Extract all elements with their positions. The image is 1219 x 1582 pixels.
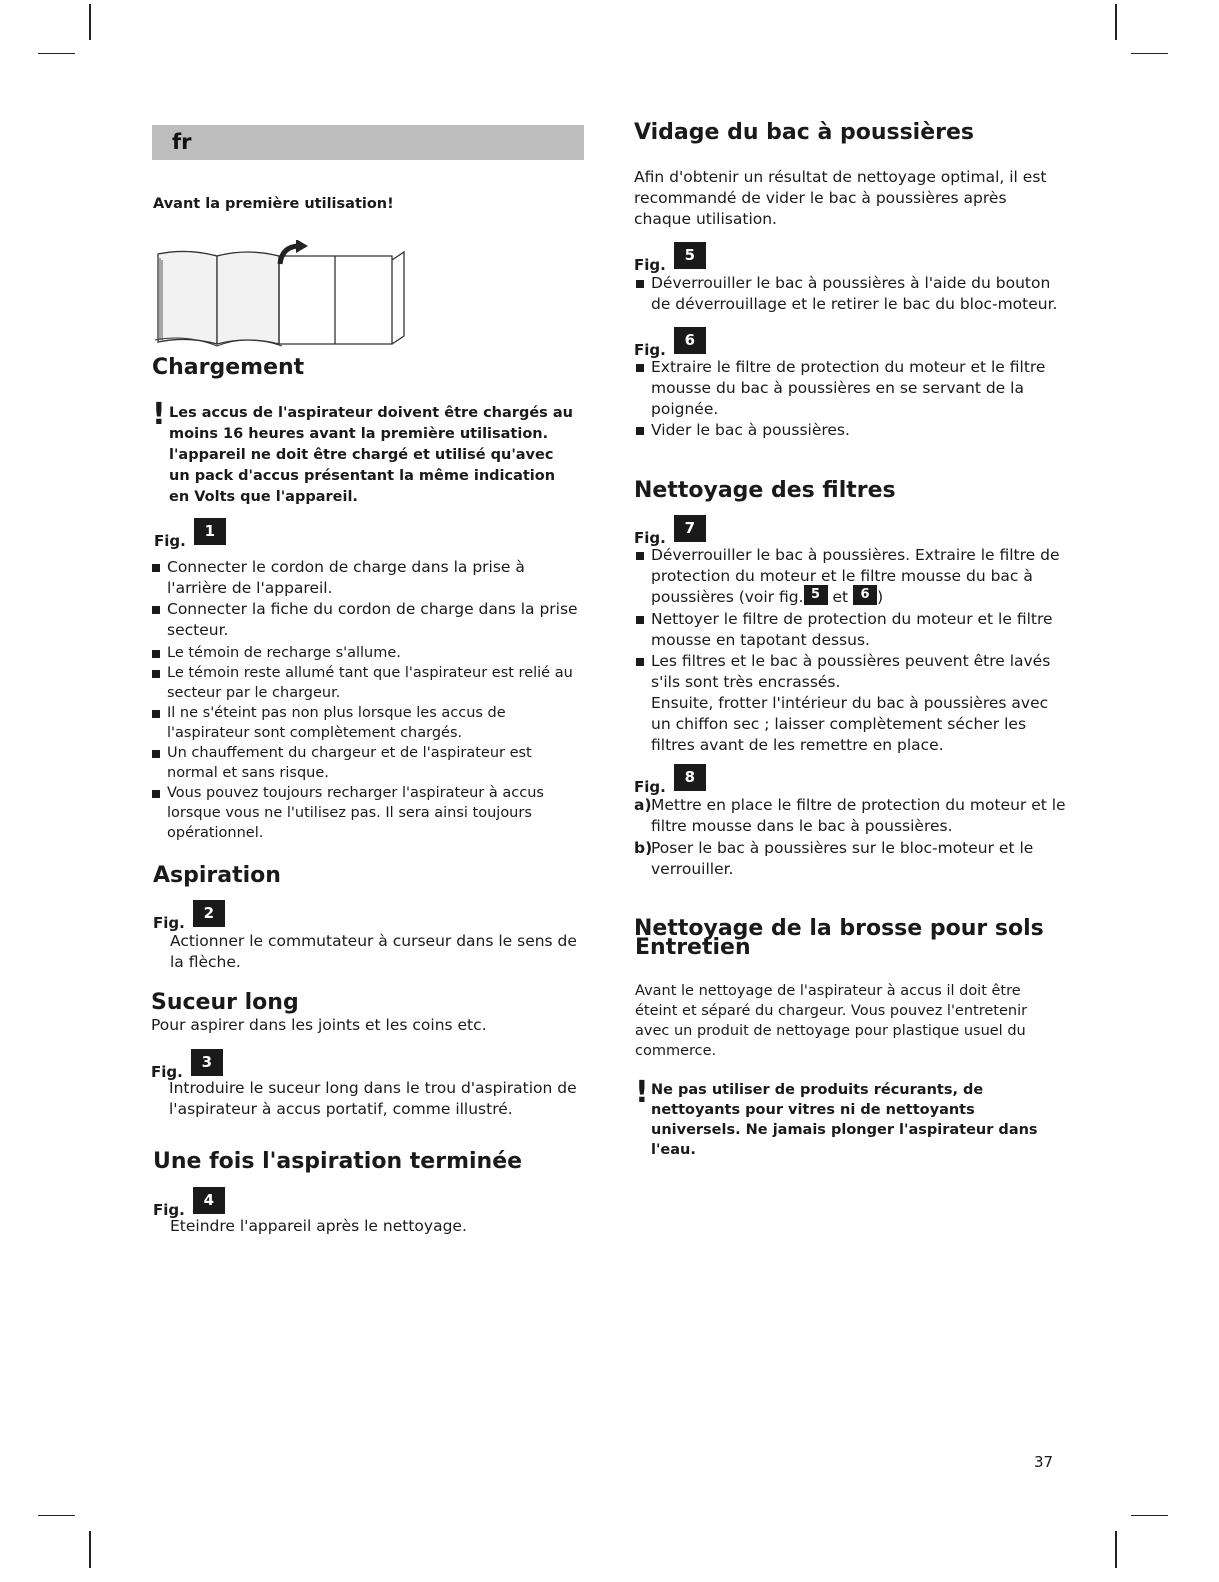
section-title-entretien: Entretien [635, 935, 751, 960]
fig-5-label: Fig.5 [634, 252, 706, 279]
fig-ref-badge: 5 [804, 585, 828, 605]
aspiration-text: Actionner le commutateur à curseur dans le sens de la flèche. [170, 932, 577, 971]
suceur-subtitle: Pour aspirer dans les joints et les coins etc. [151, 1016, 487, 1034]
charging-steps [152, 557, 584, 843]
warning-icon: ! [635, 1075, 649, 1110]
crop-mark [38, 53, 75, 54]
vidage-intro: Afin d'obtenir un résultat de nettoyage optimal, il est recommandé de vider le bac à poussières après chaque utilisation. [634, 168, 1047, 228]
fig-1-label: Fig.1 [154, 528, 226, 555]
fig-4-label: Fig.4 [153, 1197, 225, 1224]
fig-number-badge: 3 [191, 1049, 223, 1076]
fig6-steps [636, 357, 1046, 441]
fig-number-badge: 2 [193, 900, 225, 927]
crop-mark [1115, 1531, 1117, 1568]
crop-mark [1115, 4, 1117, 40]
fig-8-label: Fig.8 [634, 774, 706, 801]
crop-mark [1131, 53, 1168, 54]
list-item: Le témoin reste allumé tant que l'aspirateur est relié au secteur par le chargeur. [152, 663, 584, 703]
section-title-chargement: Chargement [152, 355, 305, 380]
section-title-vidage: Vidage du bac à poussières [634, 120, 975, 145]
fig-number-badge: 4 [193, 1187, 225, 1214]
booklet-illustration [152, 240, 408, 348]
fin-text: Eteindre l'appareil après le nettoyage. [170, 1217, 467, 1235]
list-item: Nettoyer le filtre de protection du moteur et le filtre mousse en tapotant dessus. [636, 609, 1062, 651]
fig8-steps [634, 795, 1074, 880]
language-header: fr [152, 125, 584, 160]
list-item: Déverrouiller le bac à poussières. Extraire le filtre de protection du moteur et le filtre mousse du bac à poussières (voir fig. 5 et 6 ) [636, 545, 1062, 609]
crop-mark [89, 1531, 91, 1568]
fig-6-label: Fig.6 [634, 337, 706, 364]
list-item: b) Poser le bac à poussières sur le bloc-moteur et le verrouiller. [634, 839, 1034, 878]
filter-steps [636, 545, 1062, 756]
entretien-warning: Ne pas utiliser de produits récurants, de nettoyants pour vitres ni de nettoyants universels. Ne jamais plonger l'aspirateur dans l'eau. [651, 1082, 1038, 1158]
suceur-text: Introduire le suceur long dans le trou d'aspiration de l'aspirateur à accus portatif, comme illustré. [169, 1079, 577, 1118]
fig-2-label: Fig.2 [153, 910, 225, 937]
fig-number-badge: 5 [674, 242, 706, 269]
list-item: Le témoin de recharge s'allume. [152, 643, 584, 663]
list-item: Il ne s'éteint pas non plus lorsque les accus de l'aspirateur sont complètement chargés. [152, 703, 584, 743]
fig-number-badge: 7 [674, 515, 706, 542]
charging-warning: Les accus de l'aspirateur doivent être chargés au moins 16 heures avant la première utilisation. l'appareil ne doit être chargé et utilisé qu'avec un pack d'accus présentant la même indication en Volts que l'appareil. [169, 405, 573, 505]
list-item: Connecter le cordon de charge dans la prise à l'arrière de l'appareil. [152, 557, 584, 599]
intro-note: Avant la première utilisation! [153, 196, 394, 212]
list-item: a) Mettre en place le filtre de protection du moteur et le filtre mousse dans le bac à poussières. [634, 796, 1066, 835]
section-title-suceur-long: Suceur long [151, 990, 299, 1015]
list-item: Vous pouvez toujours recharger l'aspirateur à accus lorsque vous ne l'utilisez pas. Il sera ainsi toujours opérationnel. [152, 783, 584, 843]
fig-number-badge: 1 [194, 518, 226, 545]
crop-mark [1131, 1515, 1168, 1516]
section-title-brosse: Nettoyage de la brosse pour sols [634, 916, 1044, 941]
fig-number-badge: 6 [674, 327, 706, 354]
list-item: Extraire le filtre de protection du moteur et le filtre mousse du bac à poussières en se servant de la poignée. [636, 357, 1046, 420]
page-number: 37 [1034, 1453, 1054, 1471]
section-title-aspiration: Aspiration [153, 863, 281, 888]
fig-3-label: Fig.3 [151, 1059, 223, 1086]
list-item: Vider le bac à poussières. [636, 420, 1046, 441]
warning-icon: ! [152, 397, 166, 432]
crop-mark [38, 1515, 75, 1516]
crop-mark [89, 4, 91, 40]
entretien-text: Avant le nettoyage de l'aspirateur à accus il doit être éteint et séparé du chargeur. Vous pouvez l'entretenir avec un produit de nettoyage pour plastique usuel du commerce. [635, 983, 1028, 1059]
section-title-fin: Une fois l'aspiration terminée [153, 1149, 523, 1174]
list-item: Connecter la fiche du cordon de charge dans la prise secteur. [152, 599, 584, 641]
fig-7-label: Fig.7 [634, 525, 706, 552]
list-item: Un chauffement du chargeur et de l'aspirateur est normal et sans risque. [152, 743, 584, 783]
fig5-steps [636, 273, 1066, 315]
fig-ref-badge: 6 [853, 585, 877, 605]
section-title-filtres: Nettoyage des filtres [634, 478, 896, 503]
list-item: Déverrouiller le bac à poussières à l'aide du bouton de déverrouillage et le retirer le bac du bloc-moteur. [636, 273, 1066, 315]
list-item: Les filtres et le bac à poussières peuvent être lavés s'ils sont très encrassés. Ensuite, frotter l'intérieur du bac à poussières avec un chiffon sec ; laisser complètement sécher les filtres avant de les remettre en place. [636, 651, 1062, 756]
fig-number-badge: 8 [674, 764, 706, 791]
